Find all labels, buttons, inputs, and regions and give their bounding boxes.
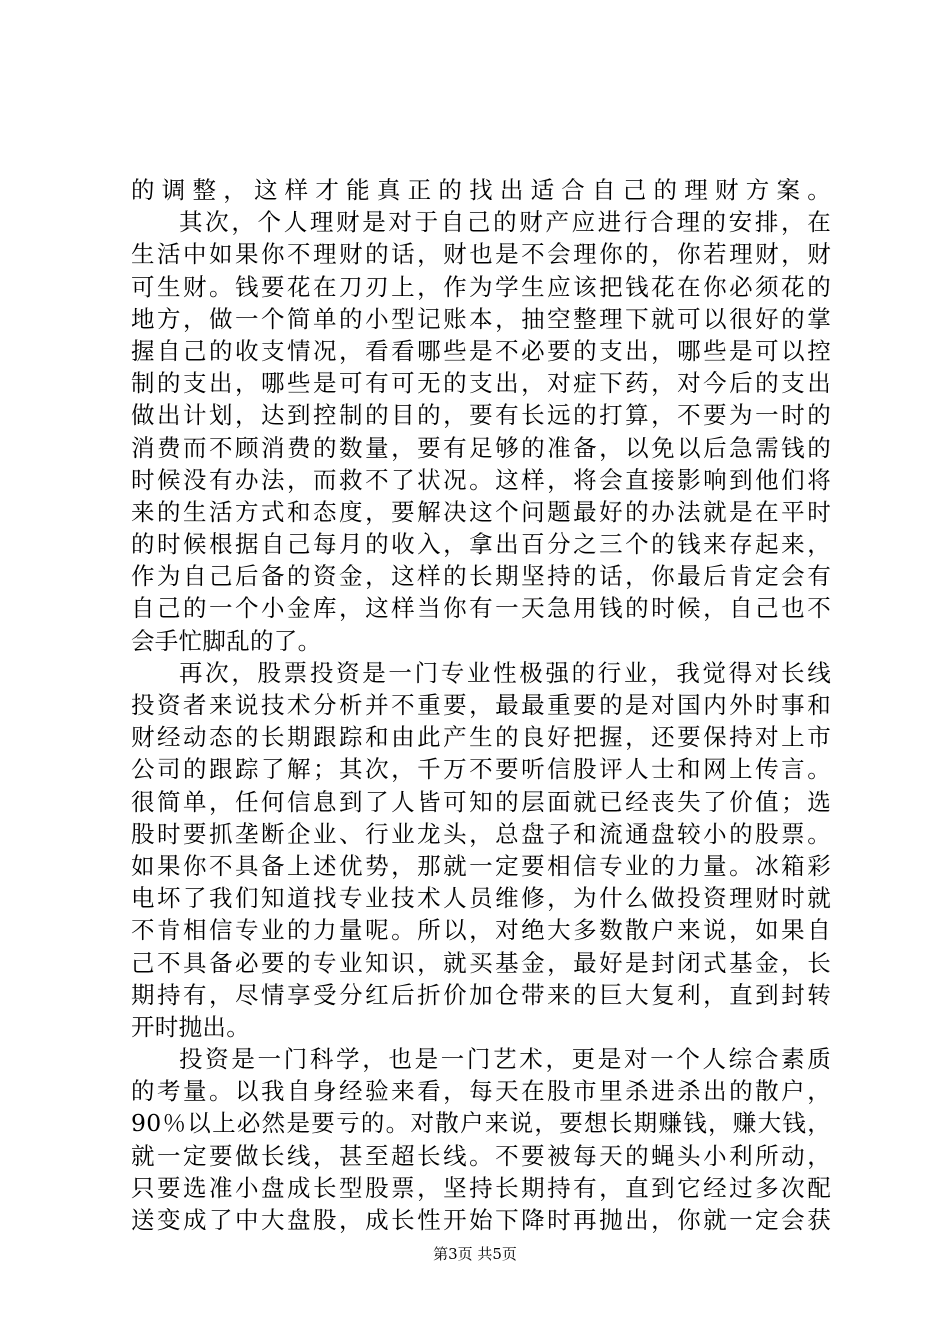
text-line: 开时抛出。 <box>131 1012 250 1041</box>
text-line: 地方，做一个简单的小型记账本，抽空整理下就可以很好的掌 <box>131 304 831 333</box>
text-line: 握自己的收支情况，看看哪些是不必要的支出，哪些是可以控 <box>131 336 831 365</box>
page-footer <box>0 1244 950 1264</box>
text-line: 公司的跟踪了解；其次，千万不要听信股评人士和网上传言。 <box>131 755 831 784</box>
text-line: 不肯相信专业的力量呢。所以，对绝大多数散户来说，如果自 <box>131 916 831 945</box>
text-line: 来的生活方式和态度，要解决这个问题最好的办法就是在平时 <box>131 497 831 526</box>
page-total: 共5页 <box>477 1245 517 1263</box>
text-line: 可生财。钱要花在刀刃上，作为学生应该把钱花在你必须花的 <box>131 272 831 301</box>
paragraph-start-line: 投资是一门科学，也是一门艺术，更是对一个人综合素质 <box>179 1045 831 1074</box>
text-line: 自己的一个小金库，这样当你有一天急用钱的时候，自己也不 <box>131 594 831 623</box>
text-line: 只要选准小盘成长型股票，坚持长期持有，直到它经过多次配 <box>131 1173 831 1202</box>
text-line: 做出计划，达到控制的目的，要有长远的打算，不要为一时的 <box>131 401 831 430</box>
text-line: 作为自己后备的资金，这样的长期坚持的话，你最后肯定会有 <box>131 562 831 591</box>
paragraph-start-line: 再次，股票投资是一门专业性极强的行业，我觉得对长线 <box>179 658 831 687</box>
text-line: 送变成了中大盘股，成长性开始下降时再抛出，你就一定会获 <box>131 1206 831 1234</box>
page-number: 第3页 <box>433 1245 473 1263</box>
text-line: 生活中如果你不理财的话，财也是不会理你的，你若理财，财 <box>131 240 831 269</box>
text-line: 制的支出，哪些是可有可无的支出，对症下药，对今后的支出 <box>131 369 831 398</box>
text-line: 很简单，任何信息到了人皆可知的层面就已经丧失了价值；选 <box>131 787 831 816</box>
text-line: 期持有，尽情享受分红后折价加仓带来的巨大复利，直到封转 <box>131 980 831 1009</box>
text-line: 己不具备必要的专业知识，就买基金，最好是封闭式基金，长 <box>131 948 831 977</box>
text-line: 如果你不具备上述优势，那就一定要相信专业的力量。冰箱彩 <box>131 851 831 880</box>
text-line: 90％以上必然是要亏的。对散户来说，要想长期赚钱，赚大钱， <box>131 1109 831 1138</box>
document-body <box>131 174 831 1236</box>
text-line: 电坏了我们知道找专业技术人员维修，为什么做投资理财时就 <box>131 884 831 913</box>
text-line: 就一定要做长线，甚至超长线。不要被每天的蝇头小利所动， <box>131 1141 831 1170</box>
text-line: 的考量。以我自身经验来看，每天在股市里杀进杀出的散户， <box>131 1077 831 1106</box>
paragraph-start-line: 其次，个人理财是对于自己的财产应进行合理的安排，在 <box>179 208 831 237</box>
text-line: 的时候根据自己每月的收入，拿出百分之三个的钱来存起来， <box>131 530 831 559</box>
text-line: 时候没有办法，而救不了状况。这样，将会直接影响到他们将 <box>131 465 831 494</box>
text-line: 的调整，这样才能真正的找出适合自己的理财方案。 <box>131 176 831 204</box>
text-line: 投资者来说技术分析并不重要，最最重要的是对国内外时事和 <box>131 691 831 719</box>
text-line: 消费而不顾消费的数量，要有足够的准备，以免以后急需钱的 <box>131 433 831 462</box>
text-line: 股时要抓垄断企业、行业龙头，总盘子和流通盘较小的股票。 <box>131 819 831 848</box>
text-line: 财经动态的长期跟踪和由此产生的良好把握，还要保持对上市 <box>131 723 831 752</box>
text-line: 会手忙脚乱的了。 <box>131 626 322 655</box>
